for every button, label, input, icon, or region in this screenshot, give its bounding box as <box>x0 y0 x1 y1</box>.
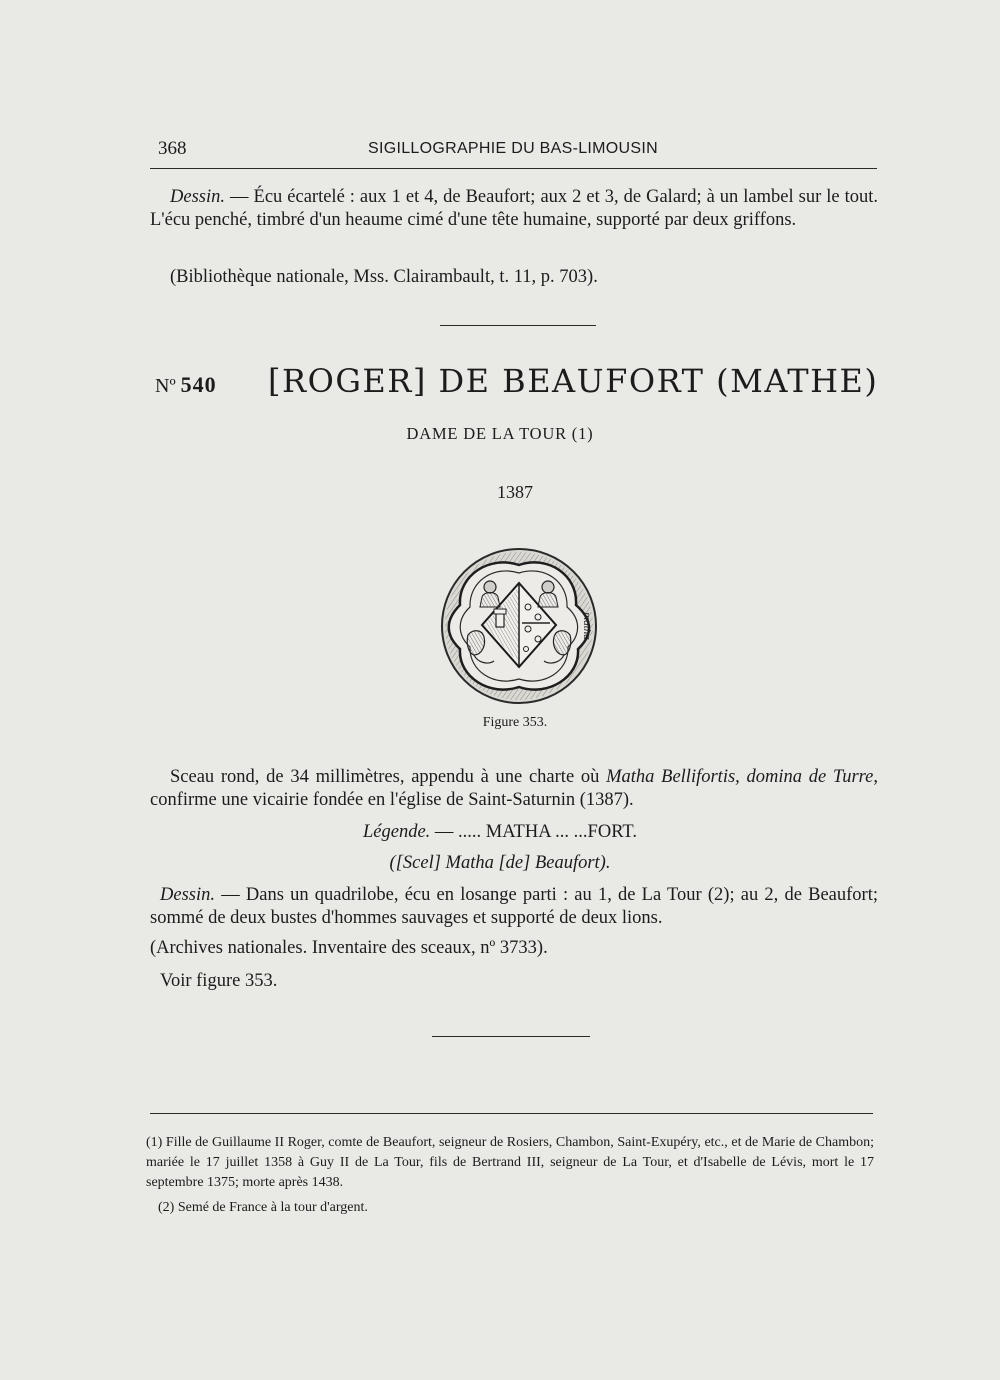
prev-dessin-text: — Écu écartelé : aux 1 et 4, de Beaufort; aux 2 et 3, de Galard; à un lambel sur le tout. L'écu penché, timbré d'un heaume cimé d'une tête humaine, supporté par deux griffons. <box>150 187 879 230</box>
footnote-rule <box>150 1113 873 1114</box>
footnote-2: (2) Semé de France à la tour d'argent. <box>158 1200 368 1215</box>
entry-title: [ROGER] DE BEAUFORT (MATHE) <box>268 362 879 400</box>
prev-source <box>150 266 878 289</box>
legend-text: — ..... MATHA ... ...FORT. <box>434 822 637 842</box>
running-title: SIGILLOGRAPHIE DU BAS-LIMOUSIN <box>368 140 658 157</box>
page-number: 368 <box>158 138 187 159</box>
legend-restored: ([Scel] Matha [de] Beaufort). <box>389 853 611 873</box>
desc-part-1: Sceau rond, de 34 millimètres, appendu à une charte où <box>170 767 607 787</box>
prev-dessin-paragraph <box>150 186 878 232</box>
legend-line <box>0 822 1000 843</box>
entry-year: 1387 <box>497 482 533 502</box>
dessin-text: — Dans un quadrilobe, écu en losange parti : au 1, de La Tour (2); au 2, de Beaufort; sommé de deux bustes d'hommes sauvages et supporté de deux lions. <box>150 885 878 928</box>
entry-number-value: 540 <box>180 372 217 397</box>
footnote-1: (1) Fille de Guillaume II Roger, comte de Beaufort, seigneur de Rosiers, Chambon, Saint-Exupéry, etc., et de Marie de Chambon; mariée le 17 juillet 1358 à Guy II de La Tour, fils de Bertrand III, seigneur de La Tour, et d'Isabelle de Lévis, mort le 17 septembre 1375; morte après 1438. <box>146 1135 874 1190</box>
figure-caption: Figure 353. <box>482 715 548 730</box>
seal-inscription: matha <box>581 612 593 640</box>
running-head <box>150 138 876 164</box>
dessin-paragraph <box>150 884 878 930</box>
legend-label: Légende. <box>362 822 431 842</box>
desc-part-2: , confirme une vicairie fondée en l'église de Saint-Saturnin (1387). <box>150 767 878 810</box>
entry-number <box>155 372 217 398</box>
entry-subtitle: DAME DE LA TOUR (1) <box>406 424 594 443</box>
section-rule-bottom <box>432 1036 590 1037</box>
source-text: (Archives nationales. Inventaire des sceaux, nº 3733). <box>150 938 548 958</box>
section-rule-top <box>440 325 596 326</box>
header-rule <box>150 168 877 169</box>
source-line <box>150 937 878 960</box>
see-figure-text: Voir figure 353. <box>160 971 278 991</box>
dessin-label: Dessin. <box>160 885 215 905</box>
seal-illustration <box>438 545 600 707</box>
prev-dessin-label: Dessin. <box>170 187 225 207</box>
desc-italic-1: Matha Bellifortis, domina de Turre <box>606 767 874 787</box>
prev-source-text: (Bibliothèque nationale, Mss. Clairambault, t. 11, p. 703). <box>170 267 598 287</box>
seal-description <box>150 766 878 812</box>
entry-number-prefix: Nº <box>155 375 176 397</box>
see-figure-line <box>150 970 878 993</box>
